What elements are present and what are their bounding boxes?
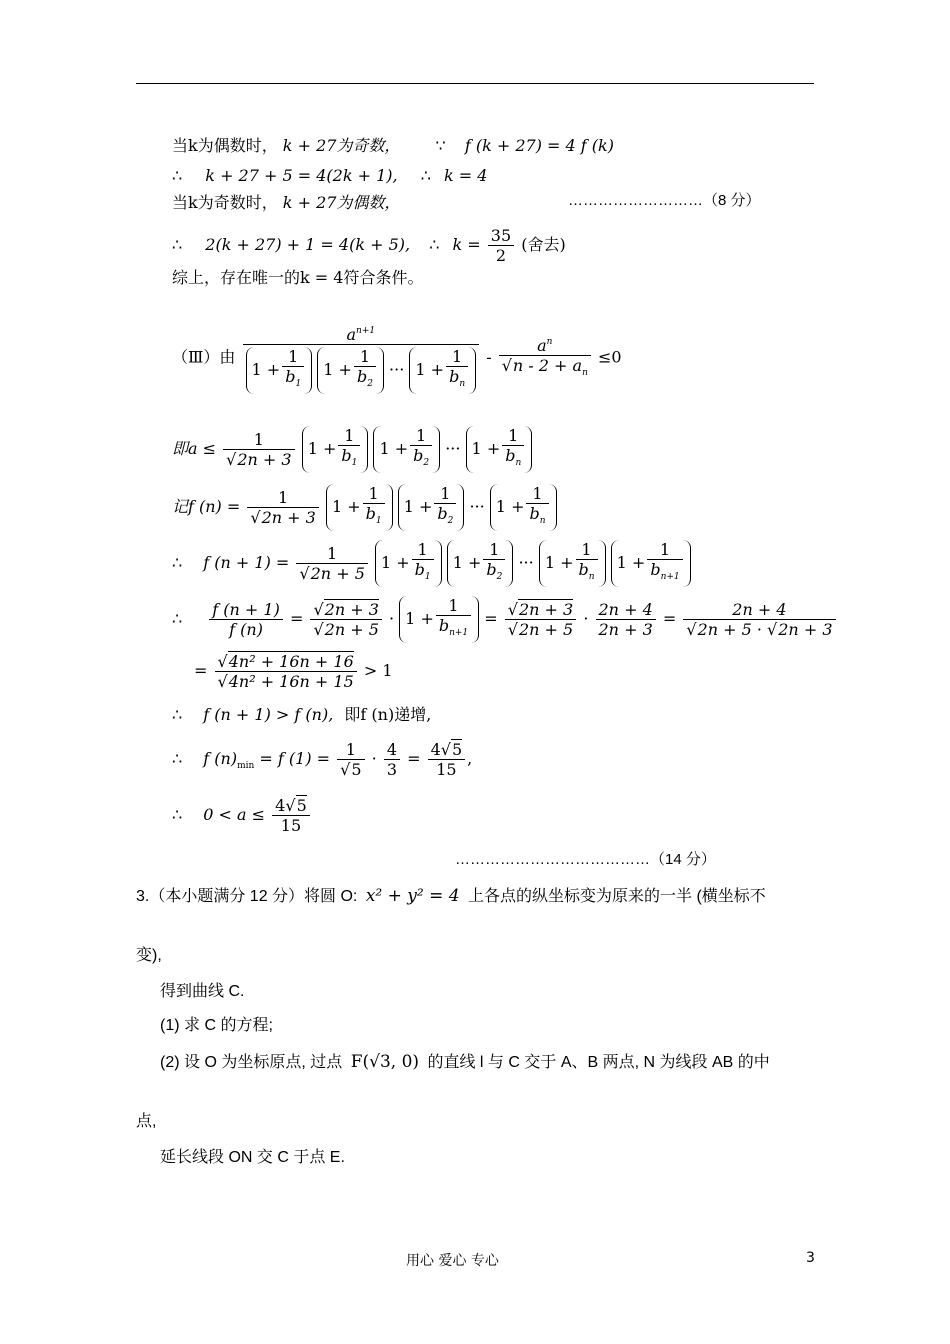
therefore-symbol: ∴ bbox=[429, 235, 440, 254]
math: 2(k + 27) + 1 = 4(k + 5), bbox=[205, 235, 411, 254]
therefore-symbol: ∴ bbox=[172, 553, 183, 572]
text: （Ⅲ）由 bbox=[172, 347, 236, 367]
solution-conclusion: 综上，存在唯一的k = 4符合条件。 bbox=[172, 268, 424, 287]
q3-part-2: (2) 设 O 为坐标原点, 过点 F(√3, 0) 的直线 l 与 C 交于 A、B 两点, N 为线段 AB 的中 bbox=[160, 1052, 770, 1072]
math: k + 27 + 5 = 4(2k + 1), bbox=[205, 166, 398, 185]
q3-line-2: 变), bbox=[136, 947, 162, 964]
ratio-simplified: = $\frac{\text{√4n² + 16n + 16}}{\text{√4n² + 16n + 15}}$ > 1 bbox=[194, 652, 393, 691]
inequality-a: 即a ≤ $\frac{1}{√2n + 3}$ 1 + $\frac{1}{b_1}$ 1 + $\frac{1}{b_2}$ ··· 1 + $\frac{1}{b_n}$ bbox=[172, 426, 532, 473]
define-fn: 记f (n) = $\frac{1}{√2n + 3}$ 1 + $\frac{1}{b_1}$ 1 + $\frac{1}{b_2}$ ··· 1 + $\frac{1}{b_n}$ bbox=[172, 484, 557, 531]
minus: - bbox=[486, 347, 492, 367]
text: k + 27为奇数， bbox=[282, 136, 401, 155]
part3-statement bbox=[172, 322, 622, 394]
fraction-2: $\frac{a^n}{√n - 2 + a_n}$ bbox=[499, 333, 591, 383]
fraction-1: $a^{n+1}$ 1 + $\frac{1}{b_1}$ 1 + $\frac{1}{b_2}$ ··· 1 + $\frac{1}{b_n}$ bbox=[243, 322, 480, 394]
solution-line-4 bbox=[172, 226, 566, 265]
therefore-symbol: ∴ bbox=[172, 705, 183, 724]
q3-part-1: (1) 求 C 的方程; bbox=[160, 1017, 273, 1034]
text: (舍去) bbox=[521, 235, 566, 254]
math: f (n + 1) = bbox=[203, 553, 290, 572]
fn-plus-1: ∴ f (n + 1) = $\frac{1}{√2n + 5}$ 1 + $\frac{1}{b_1}$ 1 + $\frac{1}{b_2}$ ··· 1 + $\frac{1}{b_n}$ 1 + $\frac{1}{b_{n+1}}$ bbox=[172, 540, 691, 587]
therefore-symbol: ∴ bbox=[172, 749, 183, 768]
relation: ≤0 bbox=[597, 347, 622, 367]
q3-line-3: 得到曲线 C. bbox=[160, 983, 245, 1000]
therefore-symbol: ∴ bbox=[420, 166, 431, 185]
solution-line-1 bbox=[172, 136, 614, 156]
therefore-symbol: ∴ bbox=[172, 166, 183, 185]
math: k = 4 bbox=[444, 166, 488, 185]
text: 当k为奇数时， bbox=[172, 193, 278, 212]
math: f (n + 1) > f (n), bbox=[203, 705, 334, 724]
circle-equation: x² + y² = 4 bbox=[365, 886, 460, 906]
monotonic-line bbox=[172, 705, 431, 725]
therefore-symbol: ∴ bbox=[172, 805, 183, 824]
text: 记f (n) = bbox=[172, 497, 241, 516]
therefore-symbol: ∴ bbox=[172, 235, 183, 254]
text: k + 27为偶数， bbox=[282, 193, 401, 212]
header-rule bbox=[136, 83, 814, 84]
score-14: …………………………………（14 分） bbox=[455, 851, 716, 868]
point-F: F(√3, 0) bbox=[350, 1052, 420, 1072]
text: 即a ≤ bbox=[172, 439, 217, 458]
solution-line-2 bbox=[172, 166, 487, 186]
therefore-symbol: ∴ bbox=[172, 609, 183, 628]
q3-line-7: 延长线段 ON 交 C 于点 E. bbox=[160, 1149, 345, 1166]
page-number: 3 bbox=[806, 1250, 815, 1266]
math: k = bbox=[452, 235, 481, 254]
q3-line-6: 点, bbox=[136, 1113, 157, 1130]
math: f (k + 27) = 4 f (k) bbox=[464, 136, 614, 155]
ratio-line: ∴ $\frac{f (n + 1)}{f (n)}$ = $\frac{√2n + 3}{√2n + 5}$ · 1 + $\frac{1}{b_{n+1}}$ = $\frac{√2n + 3}{√2n + 5}$ · $\frac{2n + 4}{2n + 3}$ = $\frac{2n + 4}{√2n + 5 \cdot √2n + 3}$ bbox=[172, 596, 838, 643]
solution-line-3 bbox=[172, 193, 400, 213]
footer-motto: 用心 爱心 专心 bbox=[406, 1253, 499, 1269]
q3-line-1: 3.（本小题满分 12 分）将圆 O: x² + y² = 4 上各点的纵坐标变为原来的一半 (横坐标不 bbox=[136, 886, 766, 906]
text: 即f (n)递增, bbox=[344, 705, 432, 724]
min-value-line: ∴ f $(n)_{min} = f$ (1) = $\frac{1}{√5}$ · $\frac{4}{3}$ = $\frac{4√5}{15}$ , bbox=[172, 740, 473, 779]
because-symbol: ∵ bbox=[435, 136, 446, 155]
score-8: ………………………（8 分） bbox=[568, 192, 761, 209]
fraction: $\frac{35}{2}$ bbox=[488, 226, 514, 265]
final-answer: ∴ 0 < a ≤ $\frac{4√5}{15}$ bbox=[172, 796, 312, 835]
text: 当k为偶数时， bbox=[172, 136, 278, 155]
